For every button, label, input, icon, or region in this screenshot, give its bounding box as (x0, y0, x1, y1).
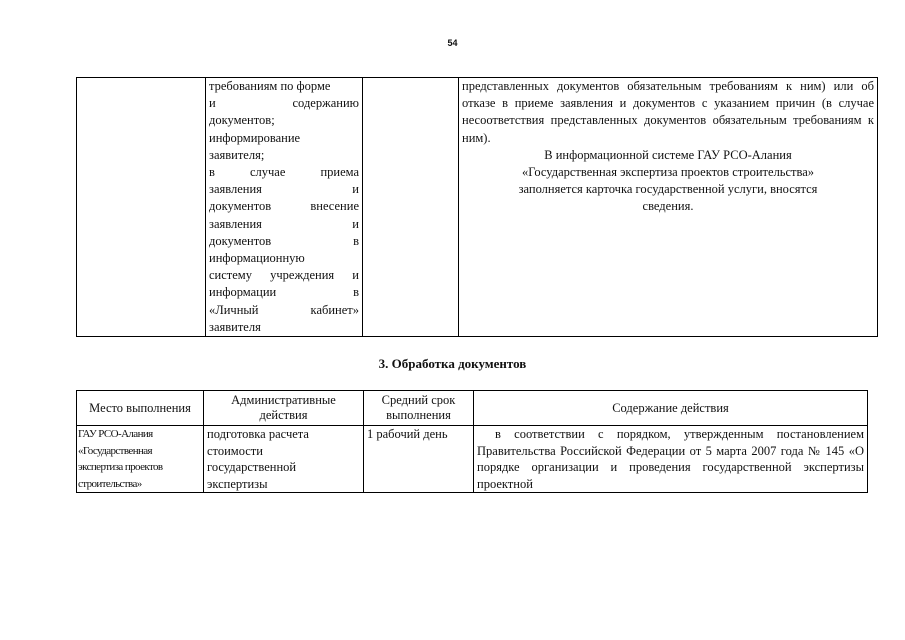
actions-line: заявителя (209, 319, 261, 334)
content-line: В информационной системе ГАУ РСО-Алания (544, 147, 792, 162)
table-row (77, 78, 878, 337)
content-line: «Государственная экспертиза проектов строительства» (521, 165, 815, 180)
term-cell: 1 рабочий день (364, 426, 474, 493)
actions-line: государственной (207, 460, 297, 474)
table-row (77, 426, 868, 493)
actions-line: документов внесение (209, 199, 359, 214)
document-processing-table (76, 390, 868, 493)
actions-line: экспертизы (207, 476, 268, 491)
actions-cell (206, 78, 363, 337)
actions-line: подготовка расчета (207, 427, 309, 441)
place-line: экспертиза проектов (78, 461, 163, 473)
actions-line: заявителя; (209, 147, 265, 162)
actions-cell (204, 426, 364, 493)
continued-procedure-table (76, 77, 878, 337)
actions-line: информирование (209, 130, 301, 145)
actions-line: в случае приема (209, 165, 359, 180)
content-cell (459, 78, 878, 337)
actions-line: информационную (209, 251, 305, 266)
content-line: заполняется карточка государственной услуги, вносятся (518, 182, 818, 197)
actions-line: систему учреждения и (209, 268, 359, 283)
actions-line: документов в (209, 233, 359, 248)
content-line: сведения. (642, 199, 694, 214)
content-cell (474, 426, 868, 493)
content-paragraph: в соответствии с порядком, утвержденным постановлением Правительства Российской Федерации от 5 марта 2007 года № 145 «О порядке организации и проведения государственной экспертизы проектной (477, 427, 864, 491)
actions-line: заявления и (209, 216, 359, 231)
place-cell-empty (77, 78, 206, 337)
actions-line: информации в (209, 285, 359, 300)
page-number: 54 (447, 38, 458, 48)
column-header-content: Содержание действия (474, 391, 868, 426)
actions-line: «Личный кабинет» (209, 302, 359, 317)
column-header-term: Средний срок выполнения (364, 391, 474, 426)
column-header-actions: Административные действия (204, 391, 364, 426)
actions-line: требованиям по форме (209, 79, 331, 93)
table-header-row (77, 391, 868, 426)
place-line: строительства» (78, 477, 142, 490)
section-title: 3. Обработка документов (378, 356, 527, 371)
content-paragraph: представленных документов обязательным требованиям к ним) или об отказе в приеме заявления и документов с указанием причин (в случае несоответствия представленных документов обязательным требованиям к ним). (462, 79, 874, 145)
place-line: ГАУ РСО-Алания (78, 428, 153, 440)
actions-line: документов; (209, 113, 275, 128)
term-cell-empty (363, 78, 459, 337)
place-line: «Государственная (78, 444, 153, 457)
actions-line: и содержанию (209, 96, 359, 111)
column-header-place: Место выполнения (77, 391, 204, 426)
actions-line: стоимости (207, 443, 263, 458)
place-cell (77, 426, 204, 493)
actions-line: заявления и (209, 182, 359, 197)
